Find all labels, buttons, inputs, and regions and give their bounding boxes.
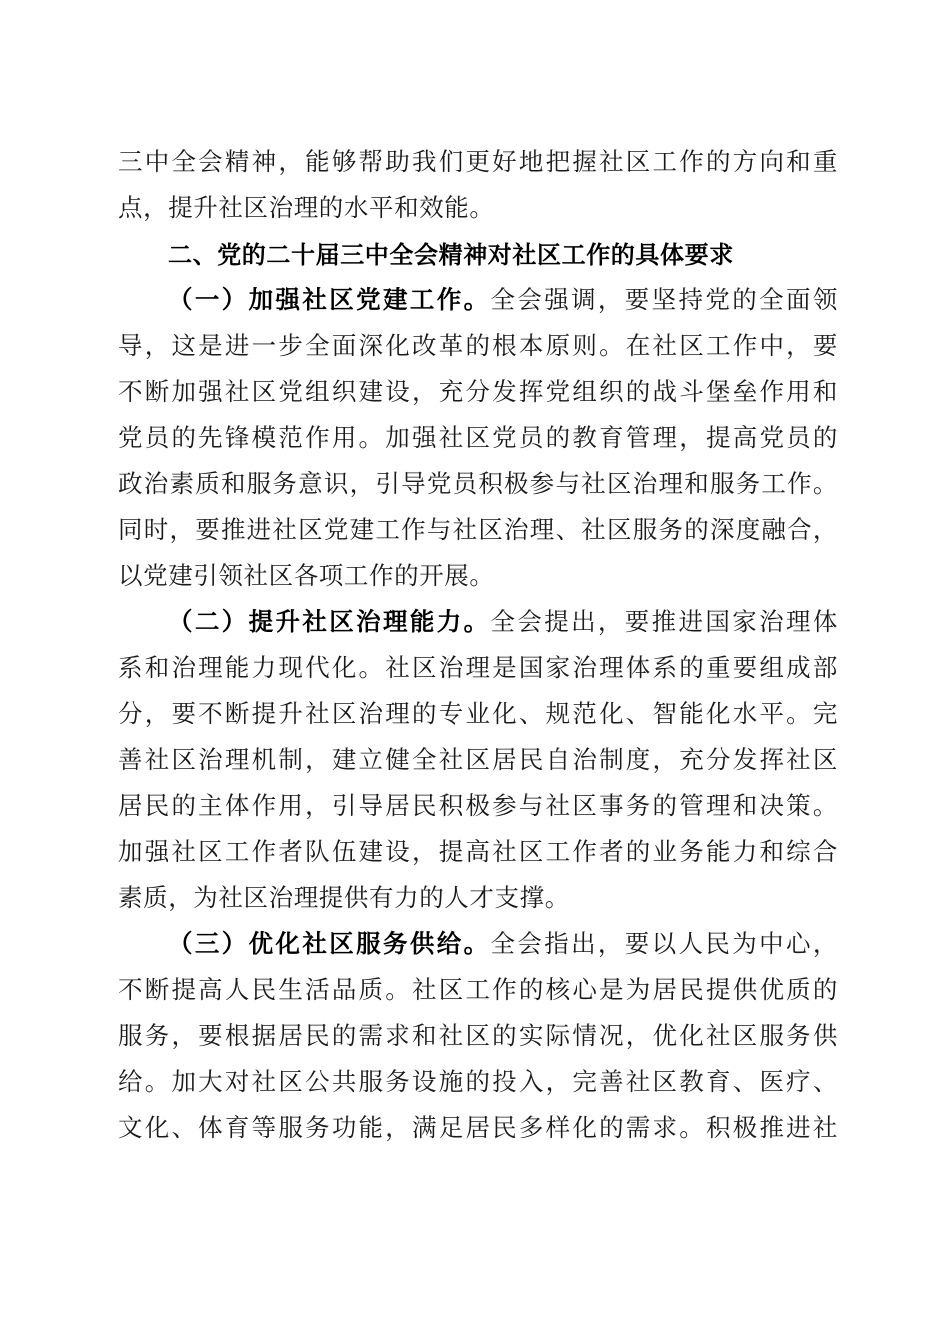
paragraph-line: 不断提高人民生活品质。社区工作的核心是为居民提供优质的 (118, 975, 838, 1004)
paragraph-text: 全会指出，要以人民为中心， (490, 929, 838, 958)
paragraph-line: 党员的先锋模范作用。加强社区党员的教育管理，提高党员的 (118, 423, 838, 452)
paragraph-line: 系和治理能力现代化。社区治理是国家治理体系的重要组成部 (118, 653, 838, 682)
paragraph-title: （三）优化社区服务供给。 (168, 929, 491, 958)
paragraph-title: （二）提升社区治理能力。 (168, 607, 491, 636)
paragraph-line: 政治素质和服务意识，引导党员积极参与社区治理和服务工作。 (118, 469, 838, 498)
paragraph-line: 服务，要根据居民的需求和社区的实际情况，优化社区服务供 (118, 1021, 838, 1050)
paragraph-line: 给。加大对社区公共服务设施的投入，完善社区教育、医疗、 (118, 1067, 838, 1096)
paragraph-text: 全会提出，要推进国家治理体 (490, 607, 838, 636)
intro-line: 点，提升社区治理的水平和效能。 (118, 193, 495, 222)
paragraph-line: 加强社区工作者队伍建设，提高社区工作者的业务能力和综合 (118, 837, 838, 866)
paragraph-title: （一）加强社区党建工作。 (168, 285, 491, 314)
paragraph-text: 全会强调，要坚持党的全面领 (490, 285, 838, 314)
paragraph-line: 同时，要推进社区党建工作与社区治理、社区服务的深度融合， (118, 515, 838, 544)
paragraph-line: 善社区治理机制，建立健全社区居民自治制度，充分发挥社区 (118, 745, 838, 774)
paragraph-line: 导，这是进一步全面深化改革的根本原则。在社区工作中，要 (118, 331, 838, 360)
intro-line: 三中全会精神，能够帮助我们更好地把握社区工作的方向和重 (118, 147, 838, 176)
paragraph-first-line (168, 285, 838, 315)
paragraph-line: 居民的主体作用，引导居民积极参与社区事务的管理和决策。 (118, 791, 838, 820)
paragraph-first-line (168, 929, 838, 959)
paragraph-line: 以党建引领社区各项工作的开展。 (118, 561, 495, 590)
paragraph-line: 素质，为社区治理提供有力的人才支撑。 (118, 883, 570, 912)
paragraph-line: 不断加强社区党组织建设，充分发挥党组织的战斗堡垒作用和 (118, 377, 838, 406)
paragraph-line: 文化、体育等服务功能，满足居民多样化的需求。积极推进社 (118, 1113, 838, 1142)
section-heading: 二、党的二十届三中全会精神对社区工作的具体要求 (168, 241, 734, 269)
paragraph-first-line (168, 607, 838, 637)
paragraph-line: 分，要不断提升社区治理的专业化、规范化、智能化水平。完 (118, 699, 838, 728)
